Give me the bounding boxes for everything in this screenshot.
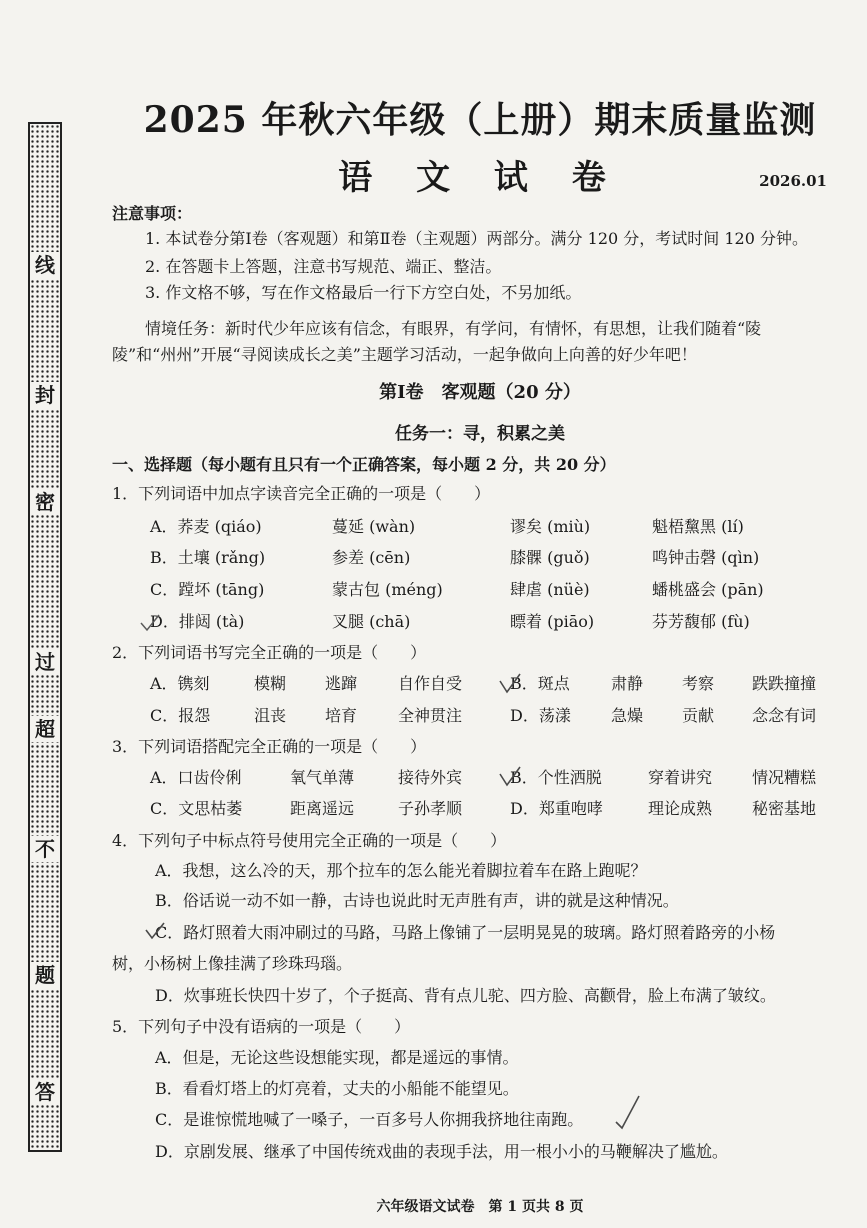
q3-option: C．文思枯萎 <box>150 799 243 818</box>
q2-option: 全神贯注 <box>398 706 463 725</box>
q3-stem: 3．下列词语搭配完全正确的一项是（ ） <box>112 737 427 756</box>
binding-line <box>28 122 62 1152</box>
q3-option: 理论成熟 <box>648 799 713 818</box>
q5-option-d: D．京剧发展、继承了中国传统戏曲的表现手法，用一根小小的马鞭解决了尴尬。 <box>155 1142 728 1161</box>
part-heading: 一、选择题（每小题有且只有一个正确答案，每小题 2 分，共 20 分） <box>112 455 616 474</box>
binding-char: 线 <box>30 252 60 278</box>
q1-stem: 1．下列词语中加点字读音完全正确的一项是（ ） <box>112 484 491 503</box>
q4-option-c: C．路灯照着大雨冲刷过的马路，马路上像铺了一层明晃晃的玻璃。路灯照着路旁的小杨 <box>155 923 776 942</box>
binding-char: 过 <box>30 649 60 675</box>
q1-option: 谬矣 (miù) <box>510 517 591 536</box>
q2-stem: 2．下列词语书写完全正确的一项是（ ） <box>112 643 427 662</box>
q1-option: 瞟着 (piāo) <box>510 612 595 631</box>
q3-option: 秘密基地 <box>752 799 817 818</box>
exam-title: 2025 年秋六年级（上册）期末质量监测 <box>143 99 817 141</box>
q1-option: 蔓延 (wàn) <box>332 517 416 536</box>
q1-option: B．土壤 (rǎng) <box>150 548 266 567</box>
note-item: 2. 在答题卡上答题，注意书写规范、端正、整洁。 <box>145 257 502 276</box>
note-item: 3. 作文格不够，写在作文格最后一行下方空白处，不另加纸。 <box>145 283 582 302</box>
q2-option: 培育 <box>325 706 358 725</box>
q1-option: A．荞麦 (qiáo) <box>150 517 262 536</box>
page-footer: 六年级语文试卷 第 1 页共 8 页 <box>376 1199 584 1215</box>
q3-option: A．口齿伶俐 <box>150 768 242 787</box>
q4-option-b: B．俗话说一动不如一静，古诗也说此时无声胜有声，讲的就是这种情况。 <box>155 891 679 910</box>
q1-option: 芬芳馥郁 (fù) <box>652 612 750 631</box>
q4-option-d: D．炊事班长快四十岁了，个子挺高、背有点儿驼、四方脸、高颧骨，脸上布满了皱纹。 <box>155 986 776 1005</box>
q3-option: 接待外宾 <box>398 768 463 787</box>
q1-option: 叉腿 (chā) <box>332 612 411 631</box>
notes-heading: 注意事项： <box>112 204 193 223</box>
context-task: 情境任务：新时代少年应该有信念，有眼界，有学问，有情怀，有思想，让我们随着“陵 <box>145 319 762 338</box>
note-item: 1. 本试卷分第Ⅰ卷（客观题）和第Ⅱ卷（主观题）两部分。满分 120 分，考试时间 120 分钟。 <box>145 229 808 248</box>
exam-date: 2026.01 <box>759 172 827 190</box>
q2-option: 模糊 <box>254 674 287 693</box>
q1-option: 参差 (cēn) <box>332 548 411 567</box>
binding-char: 不 <box>30 836 60 862</box>
check-mark-icon <box>612 1094 642 1130</box>
q5-stem: 5．下列句子中没有语病的一项是（ ） <box>112 1017 411 1036</box>
q2-option: C．报怨 <box>150 706 211 725</box>
q5-option-c: C．是谁惊慌地喊了一嗓子，一百多号人你拥我挤地往南跑。 <box>155 1110 584 1129</box>
q2-option: 考察 <box>682 674 715 693</box>
check-mark-icon <box>138 612 162 634</box>
q3-option: 距离遥远 <box>290 799 355 818</box>
binding-char: 封 <box>30 382 60 408</box>
q2-option: 沮丧 <box>254 706 287 725</box>
q1-option: 膝髁 (guǒ) <box>510 548 590 567</box>
q1-option: D．排闼 (tà) <box>150 612 245 631</box>
q5-option-b: B．看看灯塔上的灯亮着，丈夫的小船能不能望见。 <box>155 1079 519 1098</box>
q1-option: 蒙古包 (méng) <box>332 580 443 599</box>
q3-option: 子孙孝顺 <box>398 799 463 818</box>
q2-option: 贡献 <box>682 706 715 725</box>
q2-option: 肃静 <box>611 674 644 693</box>
q1-option: 蟠桃盛会 (pān) <box>652 580 764 599</box>
q2-option: D．荡漾 <box>510 706 571 725</box>
check-mark-icon <box>497 672 523 696</box>
q4-option-c-cont: 树，小杨树上像挂满了珍珠玛瑙。 <box>112 954 353 973</box>
q2-option: 跌跌撞撞 <box>752 674 817 693</box>
q2-option: 逃蹿 <box>325 674 358 693</box>
q2-option: 自作自受 <box>398 674 463 693</box>
q1-option: 鸣钟击磬 (qìn) <box>652 548 760 567</box>
binding-char: 题 <box>30 962 60 988</box>
binding-char: 答 <box>30 1079 60 1105</box>
q3-option: D．郑重咆哮 <box>510 799 603 818</box>
check-mark-icon <box>497 765 523 789</box>
binding-char: 密 <box>30 489 60 515</box>
q3-option: B．个性洒脱 <box>510 768 602 787</box>
q3-option: 穿着讲究 <box>648 768 713 787</box>
q2-option: A．镌刻 <box>150 674 210 693</box>
task-title: 任务一：寻，积累之美 <box>395 424 565 444</box>
q1-option: 肆虐 (nüè) <box>510 580 590 599</box>
q2-option: 念念有词 <box>752 706 817 725</box>
q4-stem: 4．下列句子中标点符号使用完全正确的一项是（ ） <box>112 831 507 850</box>
q3-option: 氧气单薄 <box>290 768 355 787</box>
q5-option-a: A．但是，无论这些设想能实现，都是遥远的事情。 <box>155 1048 519 1067</box>
check-mark-icon <box>143 920 167 942</box>
context-task-cont: 陵”和“州州”开展“寻阅读成长之美”主题学习活动，一起争做向上向善的好少年吧！ <box>112 345 697 364</box>
binding-char: 超 <box>30 716 60 742</box>
q4-option-a: A．我想，这么冷的天，那个拉车的怎么能光着脚拉着车在路上跑呢？ <box>155 861 647 880</box>
exam-subtitle: 语 文 试 卷 <box>338 158 622 198</box>
q3-option: 情况糟糕 <box>752 768 817 787</box>
q1-option: 魁梧黧黑 (lí) <box>652 517 744 536</box>
q1-option: C．蹚坏 (tāng) <box>150 580 265 599</box>
section-title: 第Ⅰ卷 客观题（20 分） <box>379 382 581 403</box>
q2-option: 急燥 <box>611 706 644 725</box>
q2-option: B．斑点 <box>510 674 570 693</box>
